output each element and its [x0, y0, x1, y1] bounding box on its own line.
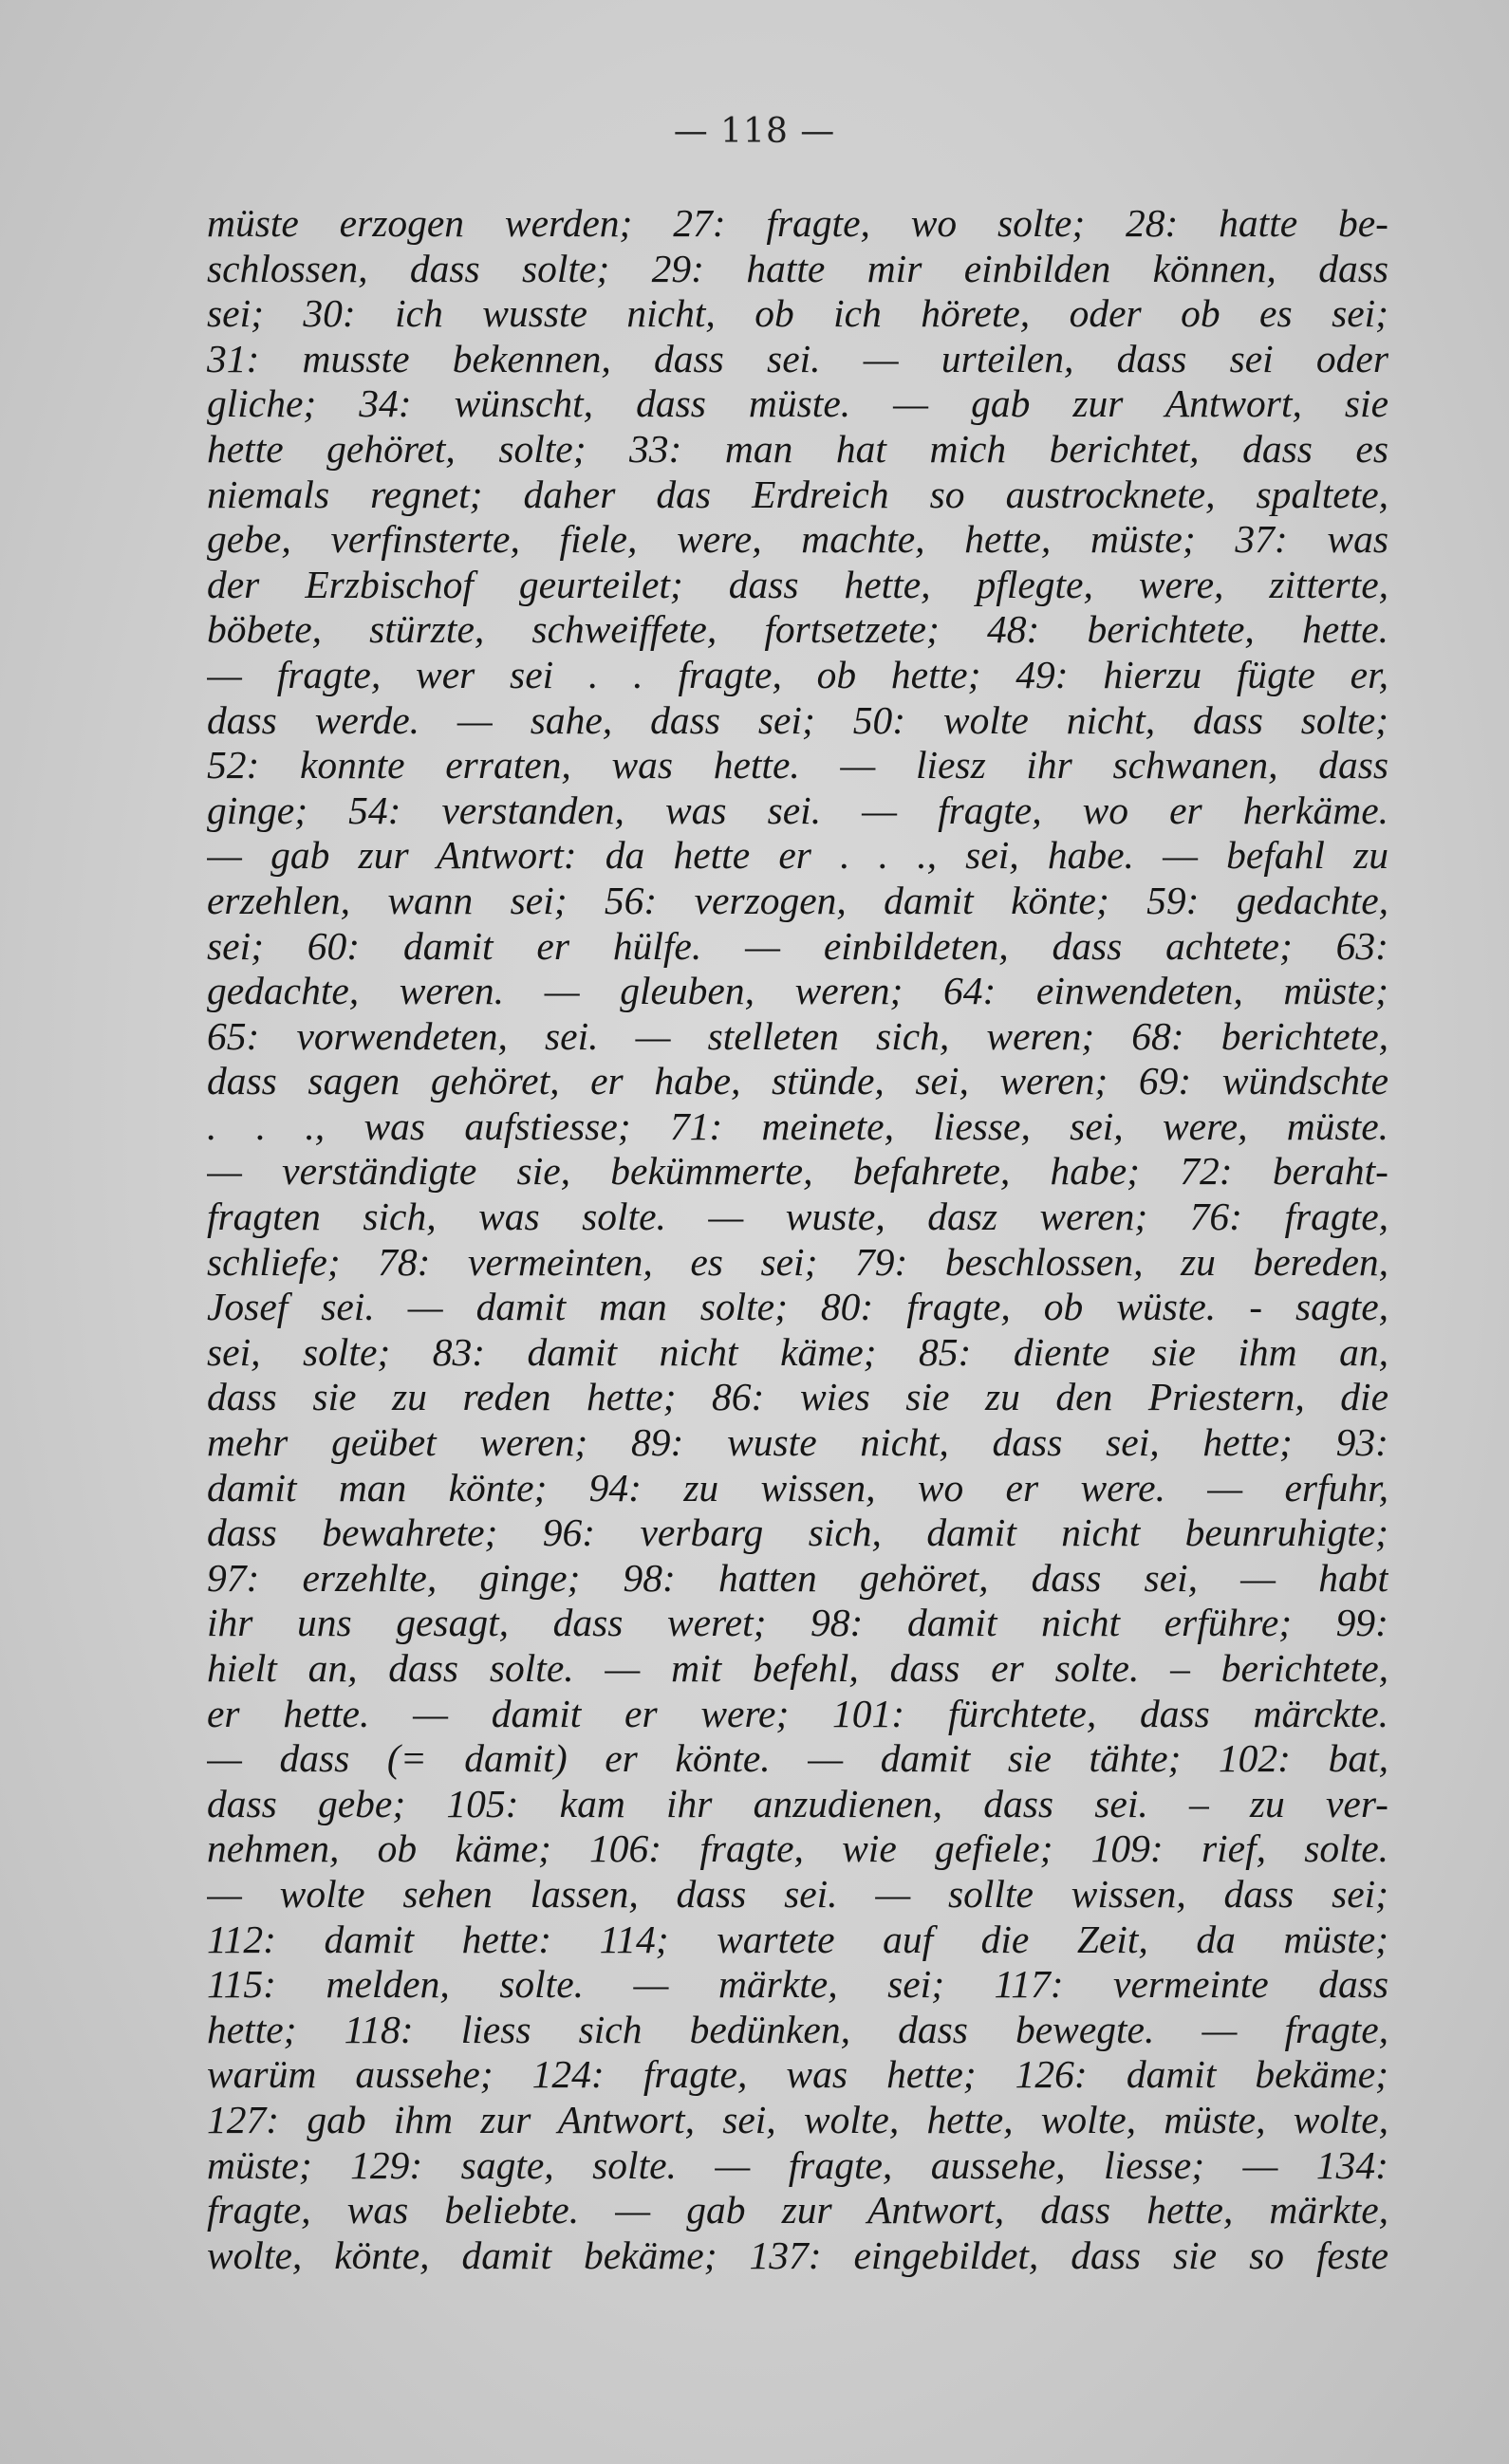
- text-line: dass gebe; 105: kam ihr anzudienen, dass sei. – zu ver-: [207, 1781, 1388, 1825]
- text-line: dass werde. — sahe, dass sei; 50: wolte nicht, dass solte;: [207, 697, 1388, 742]
- text-line: 65: vorwendeten, sei. — stelleten sich, weren; 68: berichtete,: [207, 1013, 1388, 1058]
- text-line: böbete, stürzte, schweiffete, fortsetzete; 48: berichtete, hette.: [207, 607, 1388, 652]
- text-line: — wolte sehen lassen, dass sei. — sollte wissen, dass sei;: [207, 1871, 1388, 1916]
- text-line: wolte, könte, damit bekäme; 137: eingebildet, dass sie so feste: [207, 2232, 1388, 2277]
- text-line: sei; 60: damit er hülfe. — einbildeten, dass achtete; 63:: [207, 923, 1388, 968]
- text-line: nehmen, ob käme; 106: fragte, wie gefiele; 109: rief, solte.: [207, 1826, 1388, 1871]
- text-line: er hette. — damit er were; 101: fürchtete, dass märckte.: [207, 1691, 1388, 1735]
- text-line: müste erzogen werden; 27: fragte, wo solte; 28: hatte be-: [207, 201, 1388, 245]
- text-line: hette gehöret, solte; 33: man hat mich berichtet, dass es: [207, 426, 1388, 471]
- text-line: 97: erzehlte, ginge; 98: hatten gehöret, dass sei, — habt: [207, 1555, 1388, 1600]
- text-line: fragte, was beliebte. — gab zur Antwort, dass hette, märkte,: [207, 2188, 1388, 2232]
- text-line: hielt an, dass solte. — mit befehl, dass er solte. – berichtete,: [207, 1646, 1388, 1690]
- text-line: — verständigte sie, bekümmerte, befahrete, habe; 72: beraht-: [207, 1149, 1388, 1194]
- text-line: 52: konnte erraten, was hette. — liesz ihr schwanen, dass: [207, 743, 1388, 787]
- text-line: — dass (= damit) er könte. — damit sie tähte; 102: bat,: [207, 1736, 1388, 1781]
- text-line: gebe, verfinsterte, fiele, were, machte, hette, müste; 37: was: [207, 517, 1388, 562]
- text-line: mehr geübet weren; 89: wuste nicht, dass sei, hette; 93:: [207, 1420, 1388, 1465]
- text-line: fragten sich, was solte. — wuste, dasz weren; 76: fragte,: [207, 1195, 1388, 1239]
- text-line: der Erzbischof geurteilet; dass hette, pflegte, were, zitterte,: [207, 562, 1388, 606]
- text-line: dass sie zu reden hette; 86: wies sie zu den Priestern, die: [207, 1375, 1388, 1419]
- text-line: erzehlen, wann sei; 56: verzogen, damit könte; 59: gedachte,: [207, 878, 1388, 922]
- text-line: ihr uns gesagt, dass weret; 98: damit nicht erführe; 99:: [207, 1601, 1388, 1645]
- text-line: damit man könte; 94: zu wissen, wo er were. — erfuhr,: [207, 1465, 1388, 1510]
- text-line: . . ., was aufstiesse; 71: meinete, liesse, sei, were, müste.: [207, 1103, 1388, 1148]
- text-line: 31: musste bekennen, dass sei. — urteilen, dass sei oder: [207, 336, 1388, 380]
- text-line: dass sagen gehöret, er habe, stünde, sei, weren; 69: wündschte: [207, 1059, 1388, 1103]
- text-line: — fragte, wer sei . . fragte, ob hette; 49: hierzu fügte er,: [207, 652, 1388, 696]
- text-line: niemals regnet; daher das Erdreich so austrocknete, spaltete,: [207, 472, 1388, 516]
- text-line: 115: melden, solte. — märkte, sei; 117: vermeinte dass: [207, 1962, 1388, 2007]
- text-line: 112: damit hette: 114; wartete auf die Zeit, da müste;: [207, 1917, 1388, 1961]
- text-line: ginge; 54: verstanden, was sei. — fragte, wo er herkäme.: [207, 787, 1388, 832]
- page-number: — 118 —: [673, 112, 836, 151]
- text-line: gliche; 34: wünscht, dass müste. — gab zur Antwort, sie: [207, 381, 1388, 426]
- text-line: 127: gab ihm zur Antwort, sei, wolte, hette, wolte, müste, wolte,: [207, 2097, 1388, 2141]
- text-line: sei; 30: ich wusste nicht, ob ich hörete, oder ob es sei;: [207, 291, 1388, 336]
- text-line: gedachte, weren. — gleuben, weren; 64: einwendeten, müste;: [207, 969, 1388, 1013]
- text-line: hette; 118: liess sich bedünken, dass bewegte. — fragte,: [207, 2007, 1388, 2051]
- body-text: [207, 201, 1388, 2278]
- text-line: — gab zur Antwort: da hette er . . ., sei, habe. — befahl zu: [207, 833, 1388, 878]
- text-line: schlossen, dass solte; 29: hatte mir einbilden können, dass: [207, 246, 1388, 290]
- text-line: Josef sei. — damit man solte; 80: fragte, ob wüste. - sagte,: [207, 1285, 1388, 1329]
- text-line: müste; 129: sagte, solte. — fragte, aussehe, liesse; — 134:: [207, 2142, 1388, 2187]
- text-line: sei, solte; 83: damit nicht käme; 85: diente sie ihm an,: [207, 1329, 1388, 1374]
- text-line: warüm aussehe; 124: fragte, was hette; 126: damit bekäme;: [207, 2052, 1388, 2097]
- text-line: schliefe; 78: vermeinten, es sei; 79: beschlossen, zu bereden,: [207, 1239, 1388, 1284]
- text-line: dass bewahrete; 96: verbarg sich, damit nicht beunruhigte;: [207, 1510, 1388, 1555]
